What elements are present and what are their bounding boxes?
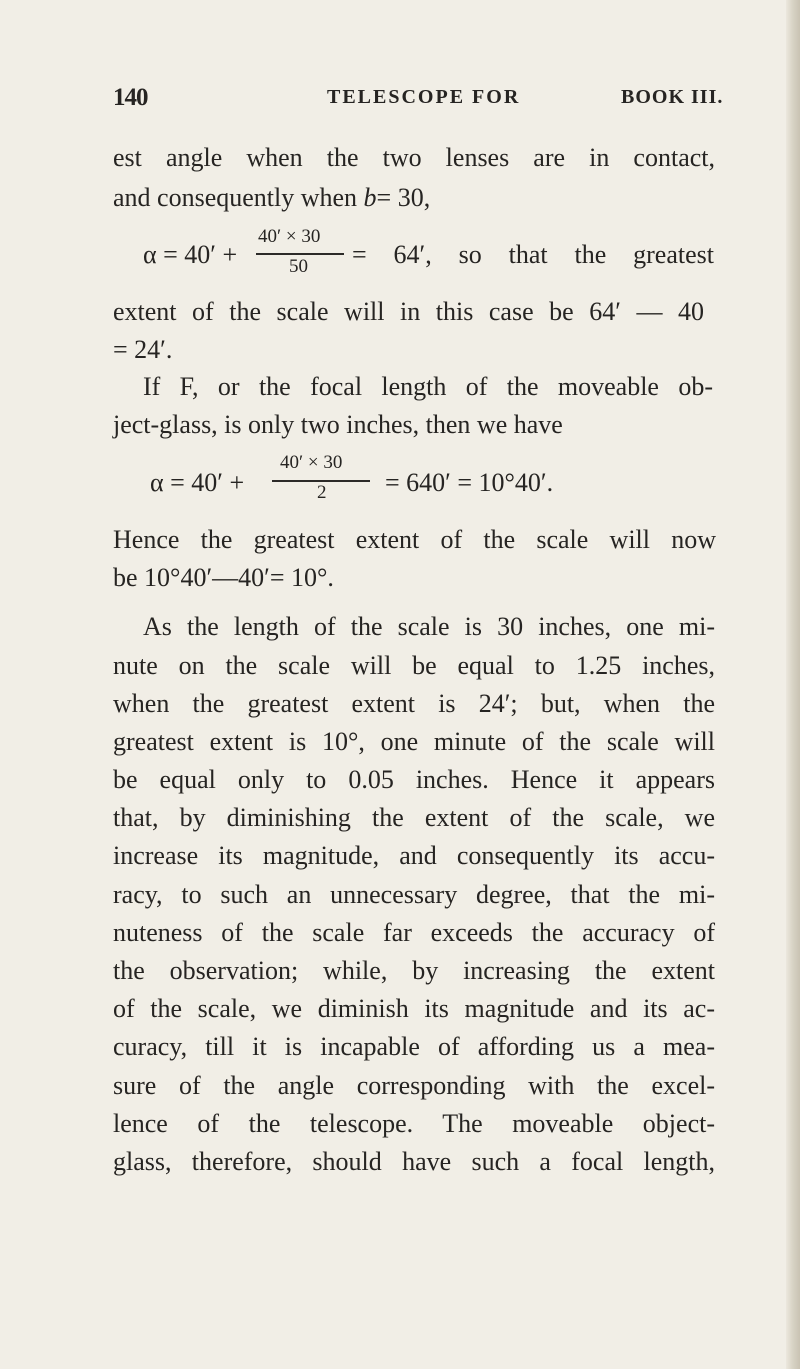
- text-line-content: nuteness of the scale far exceeds the accuracy of: [113, 918, 715, 947]
- text-line-content: glass, therefore, should have such a focal length,: [113, 1147, 715, 1176]
- text-line-content: be equal only to 0.05 inches. Hence it appears: [113, 765, 715, 794]
- fraction-bar: [256, 253, 344, 255]
- text-line: [0, 563, 800, 607]
- text-line-content: As the length of the scale is 30 inches, one mi-: [143, 612, 715, 641]
- text-fragment: = 30,: [376, 183, 431, 212]
- page-number: 140: [113, 84, 148, 111]
- text-line-content: greatest extent is 10°, one minute of the scale will: [113, 727, 715, 756]
- text-line: [0, 183, 800, 227]
- text-line: [0, 1032, 800, 1076]
- equation-rhs: = 640′ = 10°40′.: [385, 468, 554, 497]
- text-line: [0, 1147, 800, 1191]
- text-line: [0, 410, 800, 454]
- text-line-content: of the scale, we diminish its magnitude and its ac-: [113, 994, 715, 1023]
- text-line-content: lence of the telescope. The moveable object-: [113, 1109, 715, 1138]
- variable-b: b: [363, 183, 377, 212]
- page-header: [0, 84, 800, 124]
- fraction-denominator: 50: [289, 256, 308, 277]
- text-line-content: be 10°40′—40′= 10°.: [113, 563, 334, 592]
- text-line-content: = 24′.: [113, 335, 173, 364]
- running-title: TELESCOPE FOR: [327, 86, 521, 108]
- fraction-numerator: 40′ × 30: [280, 452, 343, 473]
- text-line-content: est angle when the two lenses are in contact,: [113, 143, 715, 172]
- fraction-denominator: 2: [317, 482, 327, 503]
- text-line-content: extent of the scale will in this case be 64′ — 40: [113, 297, 704, 326]
- text-line-content: when the greatest extent is 24′; but, when the: [113, 689, 715, 718]
- book-reference: BOOK III.: [621, 86, 724, 108]
- text-line-content: curacy, till it is incapable of affording us a mea-: [113, 1032, 715, 1061]
- fraction-numerator: 40′ × 30: [258, 226, 321, 247]
- equation-2: [0, 452, 800, 518]
- text-line-content: If F, or the focal length of the moveable ob-: [143, 372, 713, 401]
- text-line-content: Hence the greatest extent of the scale will now: [113, 525, 716, 554]
- text-line: [0, 143, 800, 187]
- equation-lhs: α = 40′ +: [143, 240, 238, 269]
- equation-rhs: = 64′, so that the greatest: [352, 240, 714, 269]
- text-line: [0, 841, 800, 885]
- text-line-content: increase its magnitude, and consequently its accu-: [113, 841, 715, 870]
- text-line-content: that, by diminishing the extent of the scale, we: [113, 803, 715, 832]
- text-line-content: sure of the angle corresponding with the excel-: [113, 1071, 715, 1100]
- equation-lhs: α = 40′ +: [150, 468, 245, 497]
- equation-1: [0, 226, 800, 290]
- text-line-content: the observation; while, by increasing the extent: [113, 956, 715, 985]
- text-line: [0, 612, 800, 656]
- text-line-content: nute on the scale will be equal to 1.25 inches,: [113, 651, 715, 680]
- text-line-content: [113, 183, 430, 213]
- text-line-content: ject-glass, is only two inches, then we have: [113, 410, 563, 439]
- text-line-content: racy, to such an unnecessary degree, that the mi-: [113, 880, 715, 909]
- text-fragment: and consequently when: [113, 183, 364, 212]
